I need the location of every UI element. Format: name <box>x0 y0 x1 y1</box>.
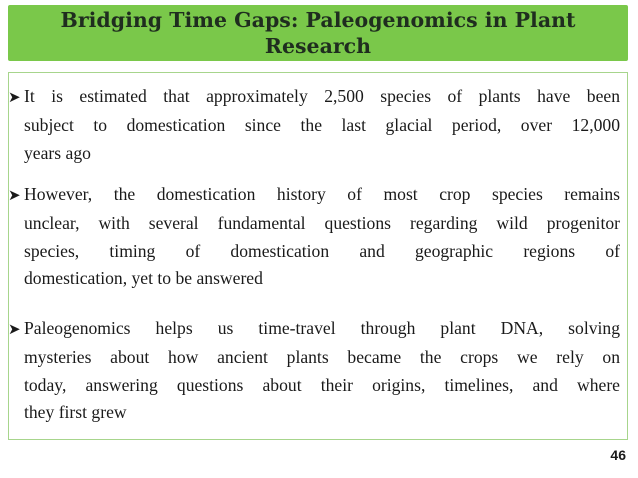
bullet-text: It is estimated that approximately 2,500 species of plants have been <box>24 86 620 106</box>
bullet-line <box>8 83 620 112</box>
bullet-line: species, timing of domestication and geographic regions of <box>24 240 620 261</box>
bullet-item-2 <box>8 181 620 293</box>
arrow-bullet-icon: ➤ <box>8 188 21 204</box>
bullet-line: unclear, with several fundamental questions regarding wild progenitor <box>24 213 620 234</box>
bullet-text: However, the domestication history of most crop species remains <box>24 184 620 204</box>
bullet-line: years ago <box>24 142 91 163</box>
bullet-line <box>8 315 620 344</box>
bullet-line: domestication, yet to be answered <box>24 268 263 289</box>
slide-title <box>8 7 628 59</box>
bullet-line: they first grew <box>24 402 127 423</box>
title-banner <box>8 5 628 61</box>
arrow-bullet-icon: ➤ <box>8 322 21 338</box>
bullet-line: today, answering questions about their origins, timelines, and where <box>24 374 620 395</box>
title-line-2: Research <box>264 34 372 58</box>
page-number: 46 <box>610 447 626 463</box>
bullet-item-3 <box>8 315 620 427</box>
bullet-text: Paleogenomics helps us time-travel through plant DNA, solving <box>24 318 620 338</box>
arrow-bullet-icon: ➤ <box>8 90 21 106</box>
bullet-line <box>8 181 620 210</box>
bullet-line: mysteries about how ancient plants became the crops we rely on <box>24 347 620 368</box>
bullet-line: subject to domestication since the last glacial period, over 12,000 <box>24 115 620 136</box>
bullet-item-1 <box>8 83 620 167</box>
title-line-1: Bridging Time Gaps: Paleogenomics in Plant <box>60 8 576 32</box>
